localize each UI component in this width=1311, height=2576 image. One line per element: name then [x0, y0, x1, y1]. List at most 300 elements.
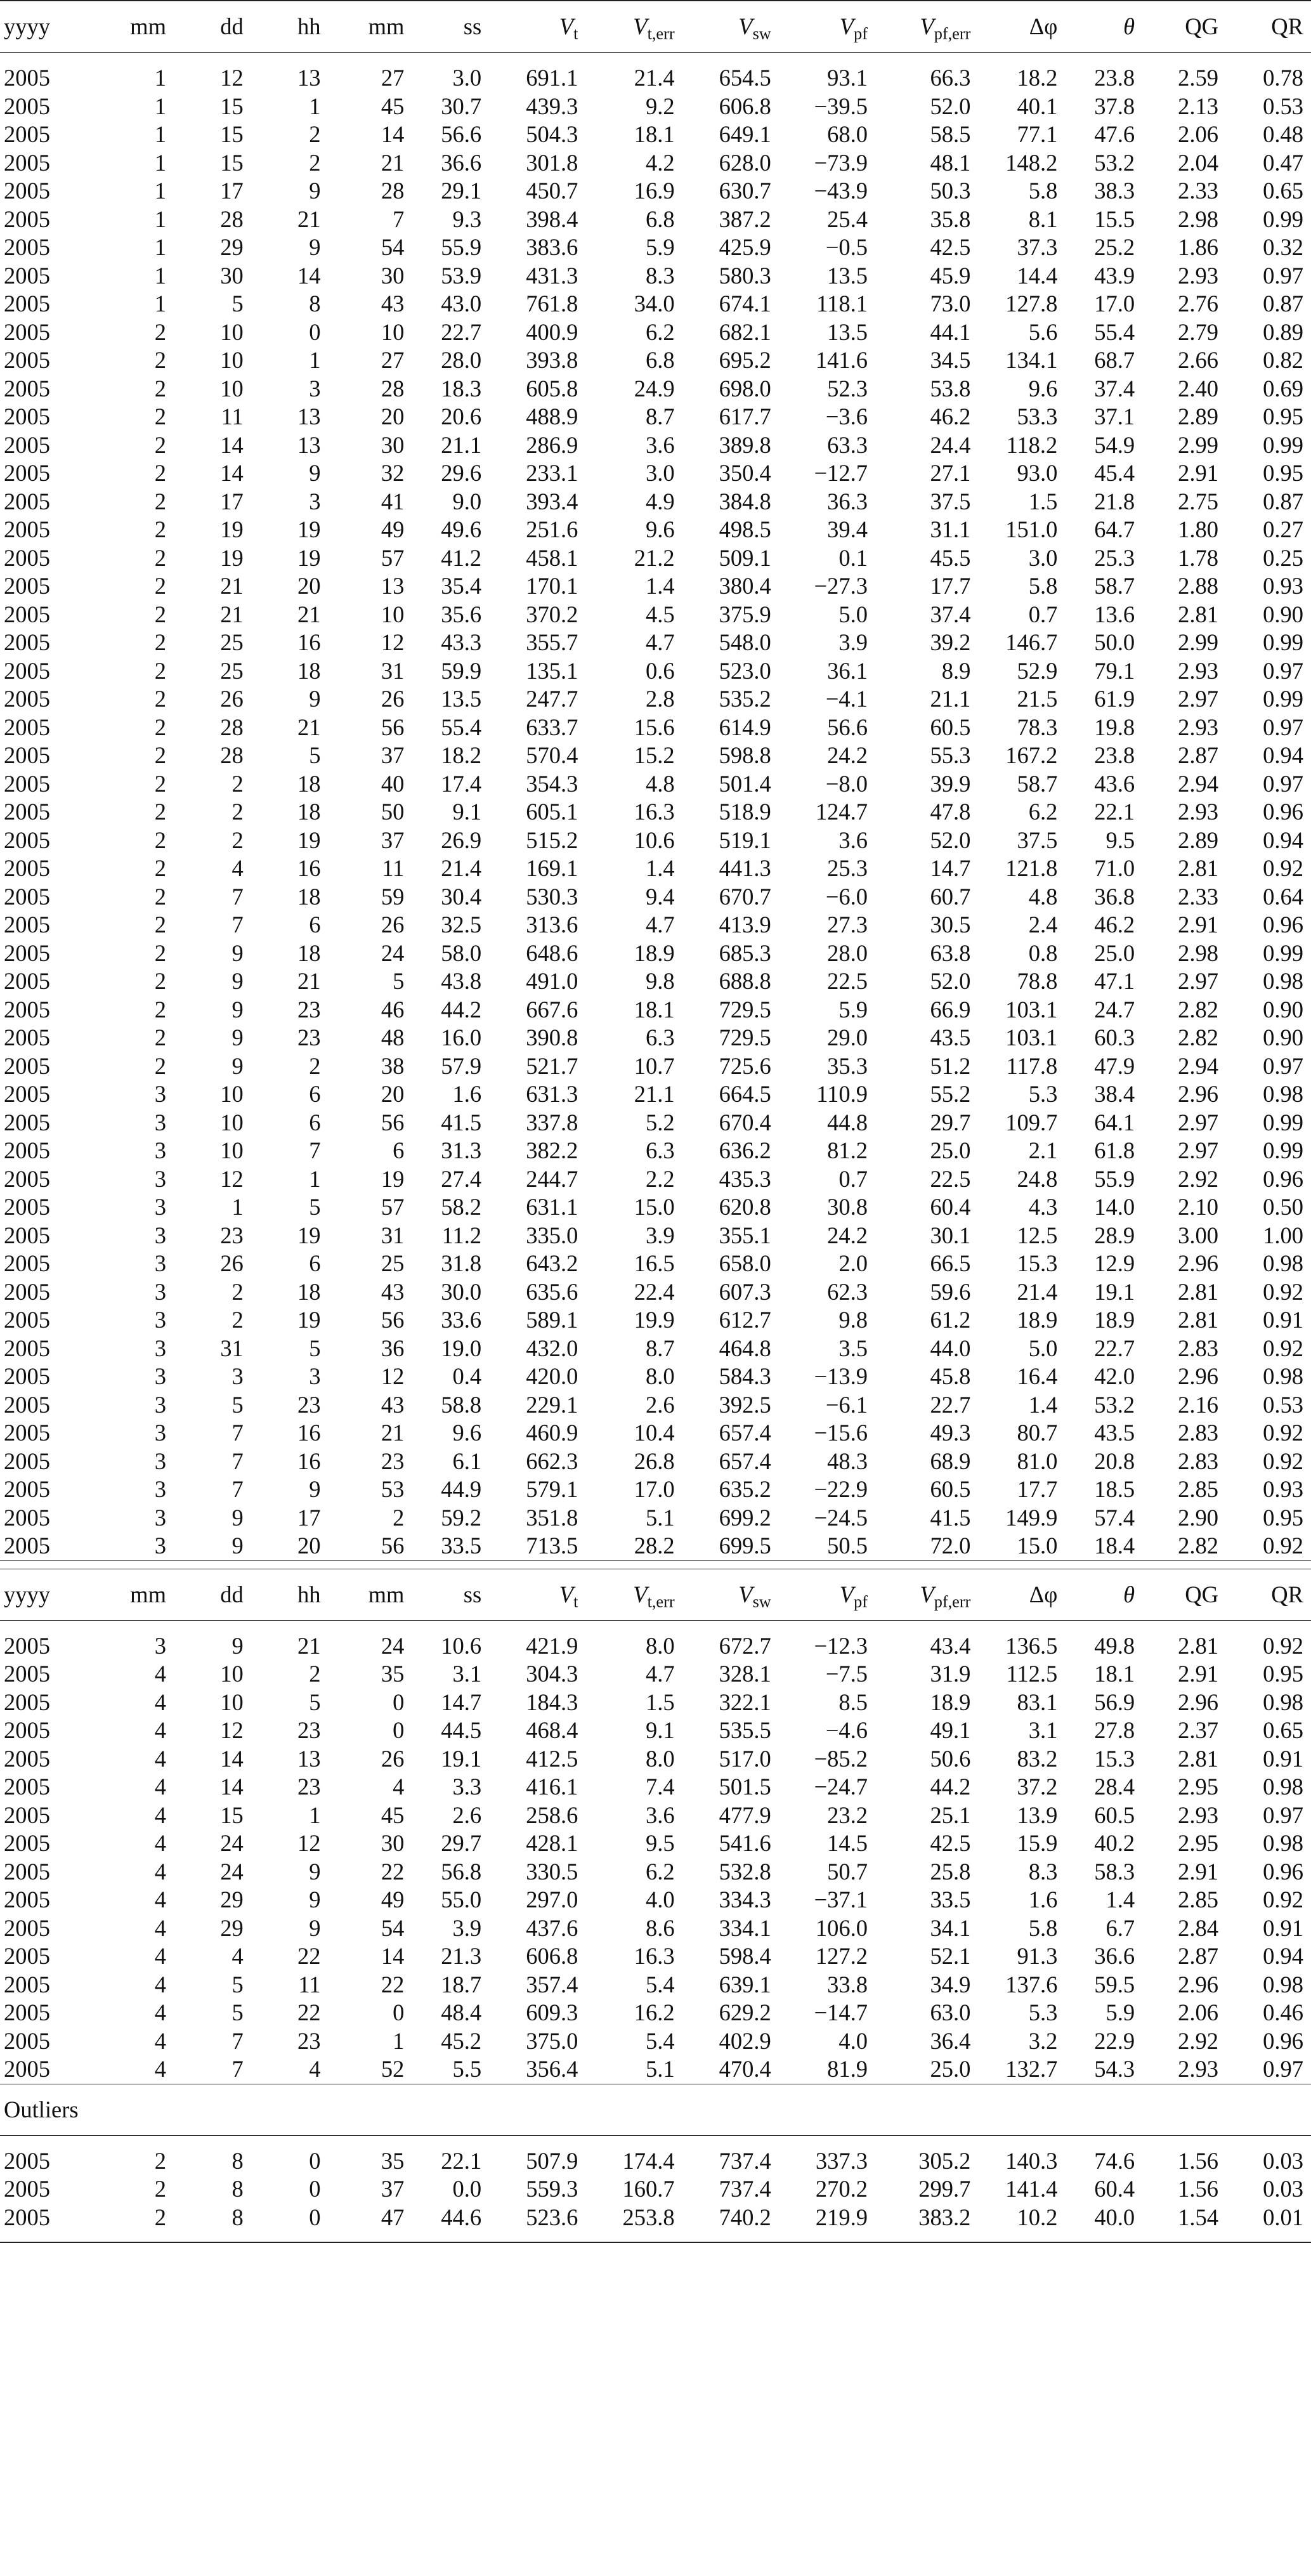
table-cell: 2	[154, 488, 166, 514]
table-cell: 31	[381, 1222, 405, 1248]
table-cell: 59.9	[441, 657, 482, 684]
table-cell: 21.4	[634, 65, 675, 91]
table-cell: 58.8	[441, 1391, 482, 1418]
table-cell: 356.4	[526, 2056, 578, 2082]
table-cell: 609.3	[526, 1999, 578, 2025]
table-cell: 14	[220, 1774, 244, 1800]
table-cell: 5	[232, 1391, 244, 1418]
column-header-label: V	[738, 1581, 753, 1607]
table-cell: 3	[154, 1476, 166, 1502]
table-cell: 6.8	[645, 347, 675, 373]
table-cell: 58.2	[441, 1194, 482, 1220]
table-cell: 2.1	[1028, 1137, 1058, 1163]
table-cell: 1	[154, 121, 166, 147]
table-cell: 598.8	[719, 742, 771, 768]
column-header-label: dd	[220, 1581, 244, 1607]
table-cell: 19.8	[1094, 714, 1135, 740]
table-cell: 5.5	[452, 2056, 482, 2082]
table-cell: 7	[232, 912, 244, 938]
table-cell: 380.4	[719, 573, 771, 599]
table-cell: 2.81	[1178, 1632, 1218, 1659]
table-cell: 1.54	[1178, 2204, 1218, 2230]
table-cell: 169.1	[526, 855, 578, 881]
table-cell: 630.7	[719, 178, 771, 204]
table-cell: 0.91	[1263, 1914, 1303, 1941]
table-cell: 441.3	[719, 855, 771, 881]
table-cell: 43	[381, 291, 405, 317]
table-cell: 2005	[4, 996, 50, 1023]
table-cell: 1	[154, 234, 166, 260]
table-cell: 20	[297, 1533, 321, 1559]
table-cell: 45.4	[1094, 460, 1135, 486]
column-header	[489, 1, 585, 53]
table-row	[0, 1335, 1311, 1363]
table-cell: 10.6	[441, 1632, 482, 1659]
table-cell: 24	[381, 939, 405, 966]
table-cell: 49.8	[1094, 1632, 1135, 1659]
table-cell: 334.1	[719, 1914, 771, 1941]
table-cell: 2005	[4, 93, 50, 119]
table-cell: 2	[154, 2204, 166, 2230]
table-cell: 2005	[4, 1632, 50, 1659]
column-header-label: yyyy	[4, 13, 50, 39]
table-cell: 137.6	[1005, 1971, 1058, 1997]
table-cell: 19	[220, 516, 244, 542]
table-cell: 19	[297, 1222, 321, 1248]
table-cell: 6.8	[645, 206, 675, 232]
table-cell: 2005	[4, 939, 50, 966]
table-cell: 2.83	[1178, 1335, 1218, 1361]
table-row	[0, 1886, 1311, 1914]
table-cell: 328.1	[719, 1661, 771, 1687]
table-cell: 93.0	[1017, 460, 1058, 486]
table-cell: −39.5	[814, 93, 868, 119]
table-cell: 33.8	[827, 1971, 868, 1997]
table-cell: 25	[220, 657, 244, 684]
table-cell: 2005	[4, 1886, 50, 1912]
table-cell: 18.4	[1094, 1533, 1135, 1559]
table-cell: 26	[381, 686, 405, 712]
table-cell: 2.97	[1178, 1137, 1218, 1163]
table-cell: 17.0	[634, 1476, 675, 1502]
table-cell: 420.0	[526, 1363, 578, 1389]
table-cell: 29	[220, 234, 244, 260]
table-cell: 0.27	[1263, 516, 1303, 542]
table-cell: 57	[381, 544, 405, 571]
table-cell: 2	[154, 544, 166, 571]
table-cell: 11	[298, 1971, 321, 1997]
table-cell: 2	[154, 403, 166, 429]
table-cell: 2005	[4, 1858, 50, 1885]
table-cell: 737.4	[719, 2147, 771, 2174]
table-cell: 2	[154, 968, 166, 994]
table-cell: 10.2	[1017, 2204, 1058, 2230]
table-cell: 5	[232, 291, 244, 317]
table-cell: 5.1	[645, 1504, 675, 1531]
table-cell: −3.6	[825, 403, 868, 429]
table-cell: 16	[297, 629, 321, 655]
table-cell: 5.3	[1028, 1999, 1058, 2025]
table-cell: 56	[381, 1109, 405, 1135]
table-cell: 15.0	[1017, 1533, 1058, 1559]
table-body-2	[0, 1620, 1311, 2084]
table-cell: 47.6	[1094, 121, 1135, 147]
table-cell: 8.7	[645, 1335, 675, 1361]
table-cell: 10	[220, 318, 244, 345]
table-cell: 25.2	[1094, 234, 1135, 260]
table-cell: 5.4	[645, 2027, 675, 2054]
table-cell: 57.9	[441, 1052, 482, 1079]
table-cell: 0.96	[1263, 912, 1303, 938]
table-cell: 2.92	[1178, 2027, 1218, 2054]
table-cell: 2005	[4, 1024, 50, 1050]
table-cell: 53.2	[1094, 149, 1135, 176]
table-cell: 45.2	[441, 2027, 482, 2054]
table-cell: 127.2	[815, 1943, 868, 1969]
table-cell: 30.0	[441, 1278, 482, 1305]
table-cell: 52.3	[827, 375, 868, 402]
table-cell: 2.93	[1178, 714, 1218, 740]
table-cell: 36	[381, 1335, 405, 1361]
table-cell: 620.8	[719, 1194, 771, 1220]
table-cell: 118.1	[816, 291, 868, 317]
table-cell: 52.0	[930, 827, 971, 853]
table-cell: 2005	[4, 234, 50, 260]
table-cell: 63.3	[827, 431, 868, 458]
outliers-body	[0, 2084, 1311, 2242]
column-header	[412, 1, 489, 53]
table-cell: 1	[393, 2027, 405, 2054]
table-cell: 28	[381, 178, 405, 204]
table-cell: 42.0	[1094, 1363, 1135, 1389]
table-cell: 2	[154, 686, 166, 712]
table-cell: 5.8	[1028, 178, 1058, 204]
table-cell: 5	[309, 1194, 321, 1220]
table-cell: 2005	[4, 742, 50, 768]
column-header-label: QG	[1185, 13, 1218, 39]
table-cell: 7.4	[645, 1774, 675, 1800]
table-cell: 383.2	[918, 2204, 971, 2230]
table-cell: 0.94	[1263, 742, 1303, 768]
table-cell: 52.0	[930, 93, 971, 119]
table-cell: 58.5	[930, 121, 971, 147]
table-cell: 77.1	[1017, 121, 1058, 147]
table-cell: 49.1	[930, 1717, 971, 1743]
table-cell: 0.92	[1263, 1533, 1303, 1559]
table-cell: 41.5	[930, 1504, 971, 1531]
column-header-label: Δφ	[1029, 1581, 1058, 1607]
column-header-subscript: t,err	[647, 24, 675, 43]
table-cell: 729.5	[719, 996, 771, 1023]
table-cell: 6	[309, 1109, 321, 1135]
table-cell: 31.8	[441, 1250, 482, 1276]
table-cell: 54.3	[1094, 2056, 1135, 2082]
table-cell: 55.3	[930, 742, 971, 768]
table-cell: 2005	[4, 1109, 50, 1135]
table-cell: 19	[220, 544, 244, 571]
column-header-label: V	[633, 13, 648, 39]
table-cell: 664.5	[719, 1081, 771, 1107]
column-header	[1226, 1569, 1311, 1621]
table-row	[0, 1475, 1311, 1504]
table-cell: 2005	[4, 1999, 50, 2025]
table-cell: 21.4	[1017, 1278, 1058, 1305]
table-cell: 2.96	[1178, 1363, 1218, 1389]
table-cell: 10	[381, 601, 405, 627]
table-row	[0, 1999, 1311, 2027]
table-cell: 3.00	[1178, 1222, 1218, 1248]
table-cell: 59.2	[441, 1504, 482, 1531]
table-row	[0, 346, 1311, 375]
table-cell: 2005	[4, 1717, 50, 1743]
table-cell: 3.1	[452, 1661, 482, 1687]
table-cell: 2005	[4, 1137, 50, 1163]
table-cell: 12	[381, 1363, 405, 1389]
table-row	[0, 431, 1311, 460]
table-cell: 10	[220, 1137, 244, 1163]
table-cell: 23	[297, 1717, 321, 1743]
table-cell: 37.4	[930, 601, 971, 627]
table-cell: 35.6	[441, 601, 482, 627]
table-cell: 2.96	[1178, 1689, 1218, 1715]
table-cell: 4.8	[1028, 883, 1058, 910]
table-cell: 0.98	[1263, 1363, 1303, 1389]
table-cell: 2	[154, 347, 166, 373]
table-cell: 39.2	[930, 629, 971, 655]
table-cell: 3.0	[452, 65, 482, 91]
table-cell: 4.3	[1028, 1194, 1058, 1220]
table-cell: 33.5	[930, 1886, 971, 1912]
table-cell: 5.8	[1028, 1914, 1058, 1941]
table-cell: 2	[309, 149, 321, 176]
table-cell: 34.5	[930, 347, 971, 373]
table-cell: 2	[154, 375, 166, 402]
table-cell: 301.8	[526, 149, 578, 176]
column-header-label: V	[559, 1581, 574, 1607]
table-cell: 519.1	[719, 827, 771, 853]
table-cell: 10	[220, 375, 244, 402]
table-cell: 9.5	[645, 1830, 675, 1856]
table-cell: 2005	[4, 1052, 50, 1079]
table-cell: 2.37	[1178, 1717, 1218, 1743]
table-cell: 141.4	[1005, 2176, 1058, 2202]
column-header-label: mm	[368, 1581, 405, 1607]
table-cell: 2	[154, 431, 166, 458]
table-cell: 0.47	[1263, 149, 1303, 176]
table-cell: 73.0	[930, 291, 971, 317]
table-row	[0, 1278, 1311, 1307]
table-cell: 1	[154, 178, 166, 204]
table-cell: 148.2	[1005, 149, 1058, 176]
table-cell: 2005	[4, 1391, 50, 1418]
table-row	[0, 601, 1311, 629]
table-cell: 23	[220, 1222, 244, 1248]
table-cell: 6.2	[1028, 799, 1058, 825]
table-cell: 56	[381, 714, 405, 740]
table-cell: 548.0	[719, 629, 771, 655]
table-row	[0, 2055, 1311, 2084]
table-cell: 535.5	[719, 1717, 771, 1743]
table-cell: 559.3	[526, 2176, 578, 2202]
table-cell: 2.94	[1178, 1052, 1218, 1079]
table-cell: 1	[154, 262, 166, 289]
table-cell: 42.5	[930, 234, 971, 260]
table-cell: 57	[381, 1194, 405, 1220]
table-cell: 654.5	[719, 65, 771, 91]
table-cell: 56.6	[827, 714, 868, 740]
table-cell: 1	[309, 1165, 321, 1192]
table-cell: 2.85	[1178, 1886, 1218, 1912]
table-cell: 2	[154, 460, 166, 486]
table-cell: 29.0	[827, 1024, 868, 1050]
table-cell: 135.1	[526, 657, 578, 684]
table-cell: 14	[381, 1943, 405, 1969]
table-cell: 2.06	[1178, 121, 1218, 147]
table-cell: 109.7	[1005, 1109, 1058, 1135]
table-cell: 19	[297, 1307, 321, 1333]
table-cell: 45	[381, 93, 405, 119]
outliers-label: Outliers	[0, 2084, 1311, 2135]
table-cell: 382.2	[526, 1137, 578, 1163]
table-cell: 2005	[4, 714, 50, 740]
table-cell: 2.2	[645, 1165, 675, 1192]
table-row	[0, 149, 1311, 178]
table-cell: 14	[220, 1745, 244, 1772]
table-cell: 13	[297, 65, 321, 91]
table-cell: 24	[220, 1858, 244, 1885]
table-cell: 5.9	[1106, 1999, 1135, 2025]
table-cell: 614.9	[719, 714, 771, 740]
column-header	[0, 1569, 96, 1621]
table-cell: 50.0	[1094, 629, 1135, 655]
table-cell: 10	[220, 1689, 244, 1715]
column-header-label: V	[839, 13, 854, 39]
table-cell: 17.4	[441, 770, 482, 797]
table-cell: 151.0	[1005, 516, 1058, 542]
table-cell: 10	[220, 1661, 244, 1687]
table-cell: 63.0	[930, 1999, 971, 2025]
table-cell: 439.3	[526, 93, 578, 119]
table-cell: 0.8	[1028, 939, 1058, 966]
table-cell: 2	[154, 1024, 166, 1050]
table-cell: 0.99	[1263, 686, 1303, 712]
table-row	[0, 488, 1311, 516]
table-row	[0, 714, 1311, 742]
table-cell: −7.5	[825, 1661, 868, 1687]
table-cell: 48.4	[441, 1999, 482, 2025]
table-cell: 4	[154, 1774, 166, 1800]
table-cell: 229.1	[526, 1391, 578, 1418]
table-cell: 3	[309, 1363, 321, 1389]
table-cell: 18	[297, 770, 321, 797]
table-cell: 103.1	[1005, 1024, 1058, 1050]
table-cell: 30.1	[930, 1222, 971, 1248]
table-cell: 2005	[4, 1165, 50, 1192]
table-cell: 22.7	[930, 1391, 971, 1418]
table-cell: 523.0	[719, 657, 771, 684]
table-cell: 56.6	[441, 121, 482, 147]
table-cell: 2.6	[452, 1801, 482, 1828]
table-row	[0, 1052, 1311, 1081]
table-cell: 2005	[4, 601, 50, 627]
table-cell: 121.8	[1005, 855, 1058, 881]
table-cell: 3	[154, 1632, 166, 1659]
table-cell: 2005	[4, 1448, 50, 1474]
table-cell: 10	[381, 318, 405, 345]
table-cell: 43	[381, 1278, 405, 1305]
table-cell: 66.5	[930, 1250, 971, 1276]
table-cell: 46.2	[1094, 912, 1135, 938]
table-cell: 28.0	[441, 347, 482, 373]
table-cell: 124.7	[815, 799, 868, 825]
table-row	[0, 1660, 1311, 1689]
table-cell: 491.0	[526, 968, 578, 994]
table-cell: 40	[381, 770, 405, 797]
table-cell: 37	[381, 827, 405, 853]
table-cell: 387.2	[719, 206, 771, 232]
table-cell: 0.97	[1263, 1052, 1303, 1079]
table-cell: 2.96	[1178, 1081, 1218, 1107]
table-cell: 25.1	[930, 1801, 971, 1828]
table-cell: 2005	[4, 121, 50, 147]
table-cell: 22.5	[930, 1165, 971, 1192]
table-cell: 9	[232, 1024, 244, 1050]
table-cell: 606.8	[719, 93, 771, 119]
table-cell: 18.5	[1094, 1476, 1135, 1502]
table-cell: 11	[382, 855, 405, 881]
table-cell: 21.3	[441, 1943, 482, 1969]
table-cell: 20	[381, 1081, 405, 1107]
table-cell: 2	[309, 1052, 321, 1079]
table-cell: 2.10	[1178, 1194, 1218, 1220]
table-cell: 4	[393, 1774, 405, 1800]
table-cell: 28	[220, 742, 244, 768]
table-cell: 0.96	[1263, 1165, 1303, 1192]
table-cell: 19.1	[441, 1745, 482, 1772]
table-cell: 4	[154, 1943, 166, 1969]
table-cell: 2.4	[1028, 912, 1058, 938]
table-cell: 670.7	[719, 883, 771, 910]
table-cell: 8	[309, 291, 321, 317]
table-cell: 3	[309, 488, 321, 514]
table-cell: 8.6	[645, 1914, 675, 1941]
table-row	[0, 403, 1311, 431]
column-header-label: mm	[130, 1581, 166, 1607]
table-cell: 8	[232, 2147, 244, 2174]
table-cell: 53.3	[1017, 403, 1058, 429]
table-cell: 2005	[4, 2147, 50, 2174]
table-cell: 11.2	[441, 1222, 482, 1248]
column-header-label: yyyy	[4, 1581, 50, 1607]
table-cell: 35.3	[827, 1052, 868, 1079]
table-row	[0, 1109, 1311, 1137]
table-cell: 4.2	[645, 149, 675, 176]
table-cell: 9	[232, 1533, 244, 1559]
table-cell: 17	[220, 488, 244, 514]
table-cell: 0.96	[1263, 1858, 1303, 1885]
table-cell: 3.2	[1028, 2027, 1058, 2054]
table-cell: 737.4	[719, 2176, 771, 2202]
table-cell: 2.33	[1178, 883, 1218, 910]
table-cell: 337.8	[526, 1109, 578, 1135]
table-cell: 635.6	[526, 1278, 578, 1305]
table-cell: 36.3	[827, 488, 868, 514]
table-cell: 23.8	[1094, 65, 1135, 91]
table-cell: 43	[381, 1391, 405, 1418]
table-cell: 48	[381, 1024, 405, 1050]
table-cell: 30	[381, 431, 405, 458]
table-cell: 3	[154, 1335, 166, 1361]
